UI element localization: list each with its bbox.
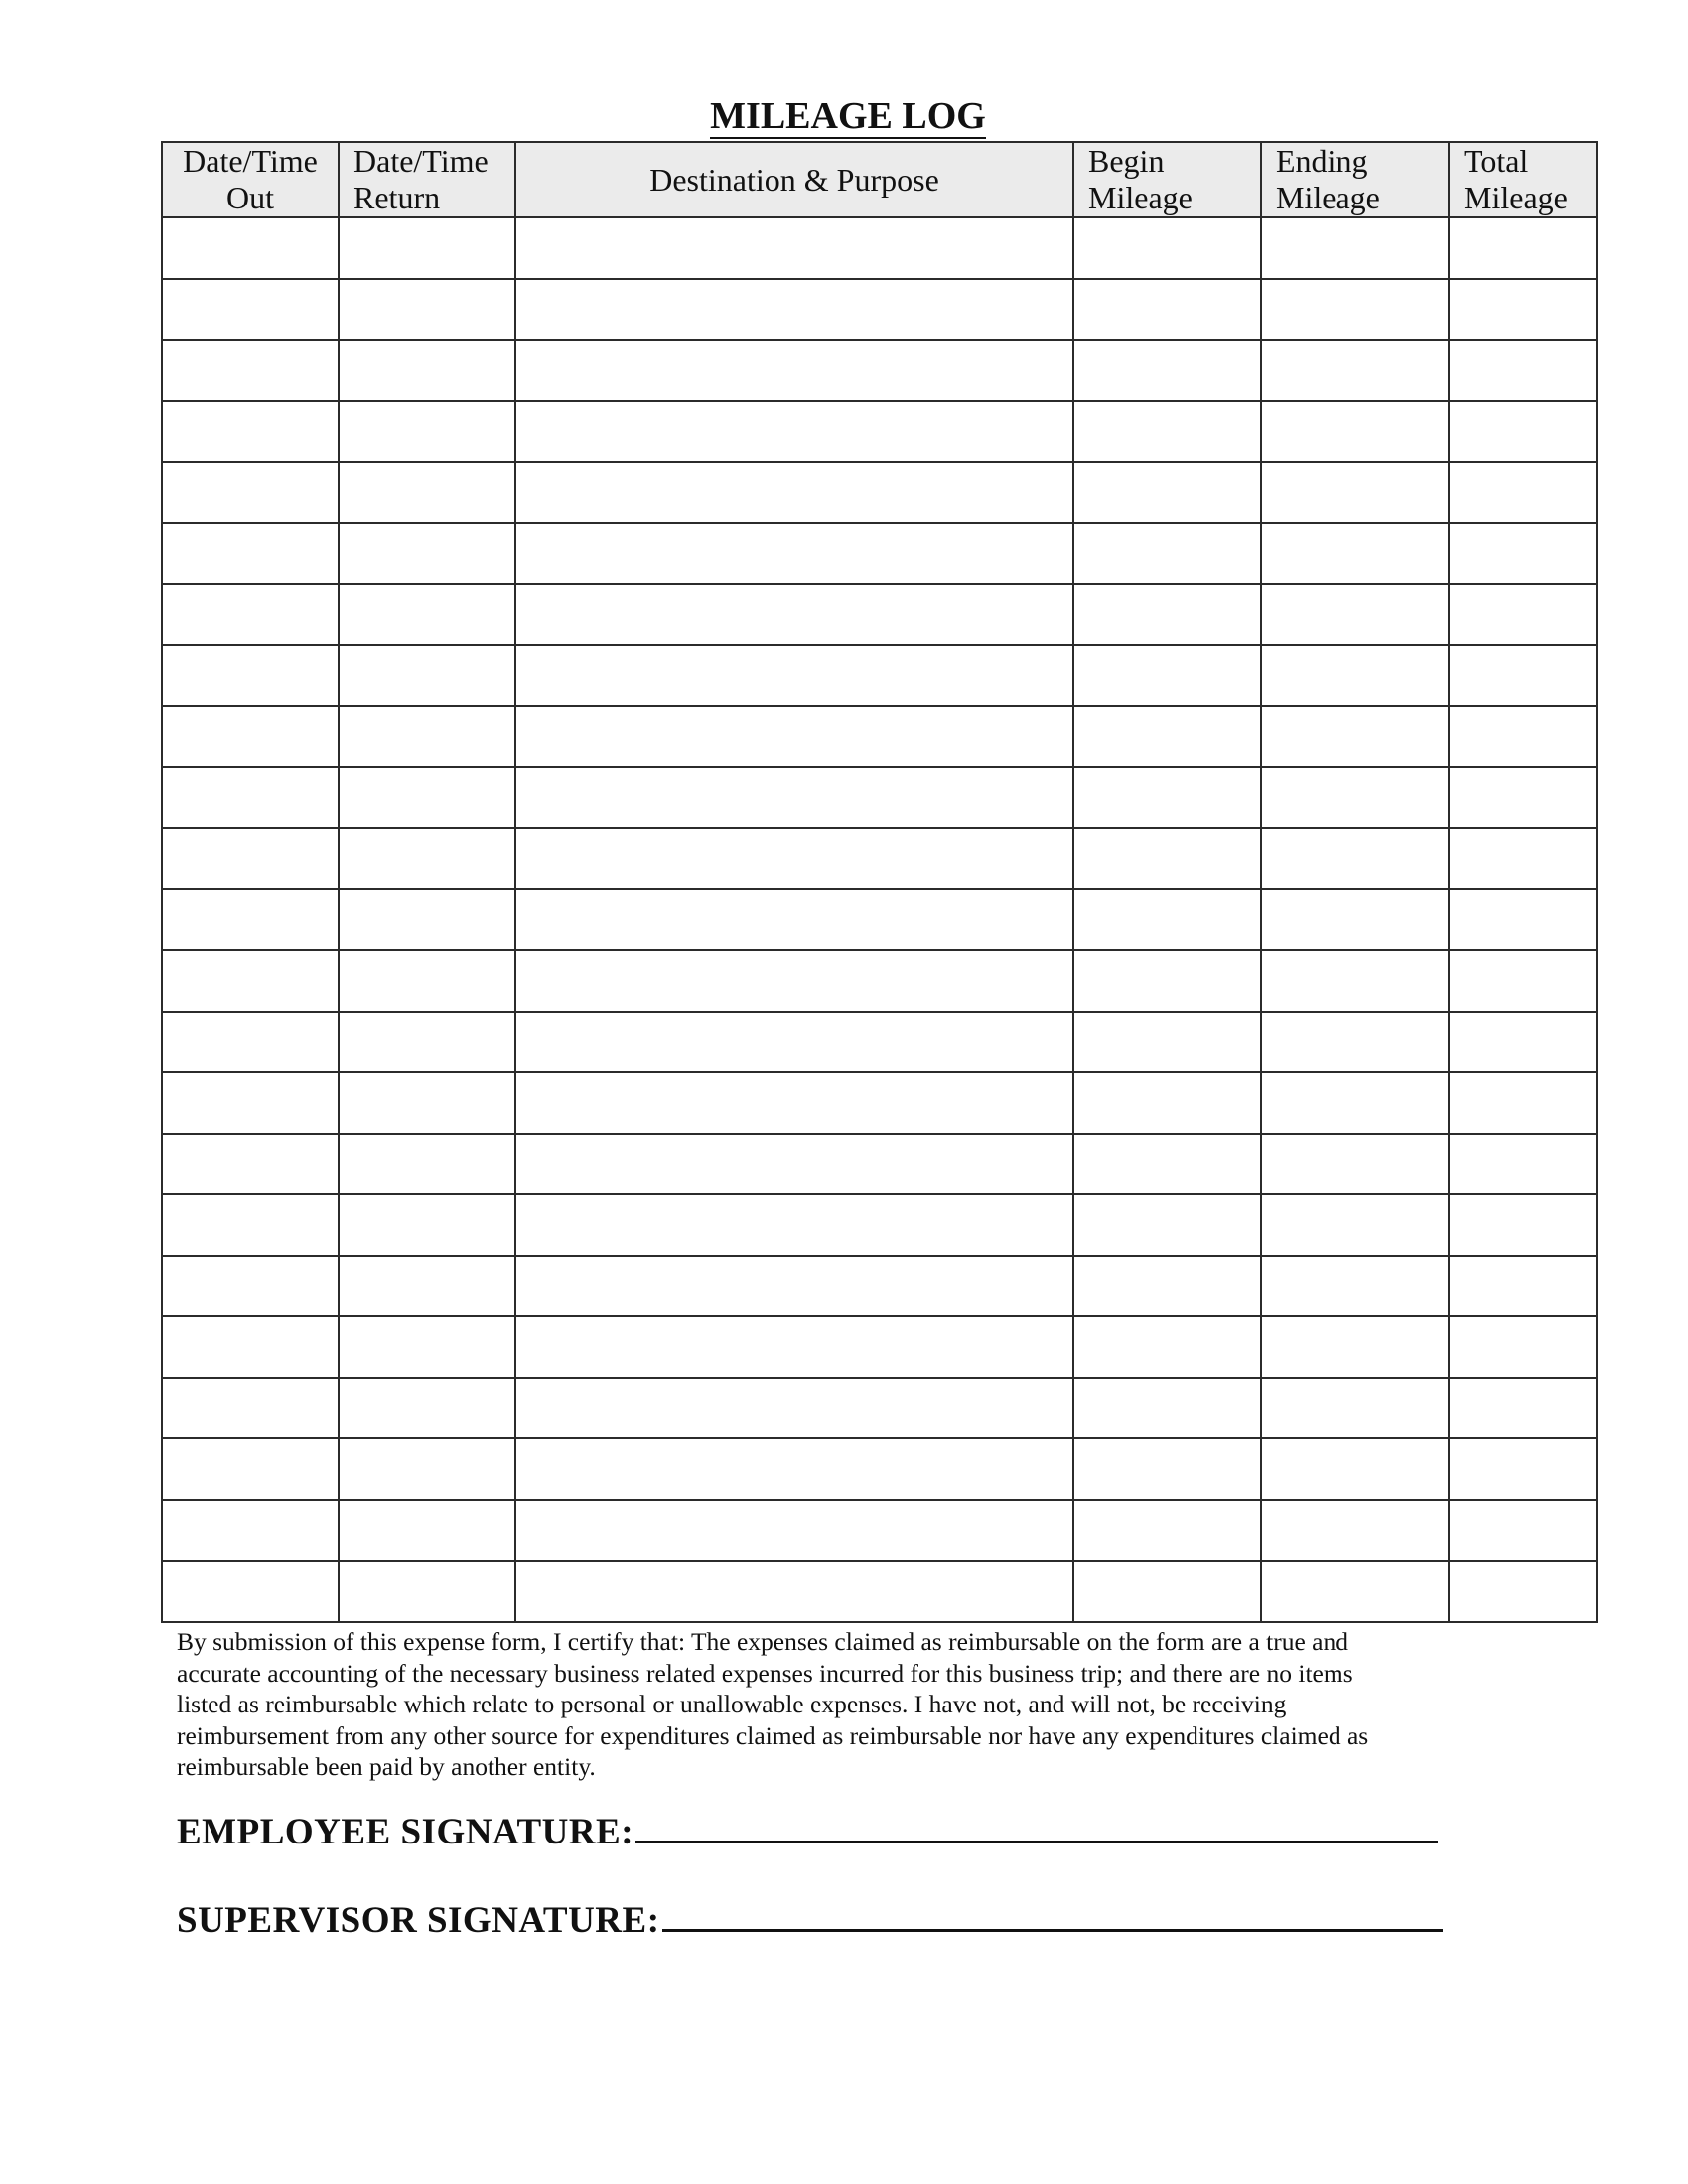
begin-mileage-cell[interactable]: [1073, 1378, 1261, 1439]
log-row: [162, 523, 1597, 585]
date-time-return-cell[interactable]: [339, 706, 515, 767]
date-time-return-cell[interactable]: [339, 1438, 515, 1500]
log-row: [162, 828, 1597, 889]
destination-purpose-cell[interactable]: [515, 279, 1073, 341]
date-time-return-cell[interactable]: [339, 950, 515, 1012]
date-time-out-cell[interactable]: [162, 584, 339, 645]
total-mileage-cell[interactable]: [1449, 401, 1597, 463]
total-mileage-cell[interactable]: [1449, 279, 1597, 341]
ending-mileage-cell[interactable]: [1261, 1194, 1449, 1256]
begin-mileage-cell[interactable]: [1073, 1316, 1261, 1378]
destination-purpose-cell[interactable]: [515, 706, 1073, 767]
ending-mileage-cell[interactable]: [1261, 401, 1449, 463]
date-time-return-cell[interactable]: [339, 1256, 515, 1317]
supervisor-signature-line[interactable]: [662, 1899, 1443, 1932]
date-time-return-cell[interactable]: [339, 645, 515, 707]
form-title: [0, 97, 1688, 139]
total-mileage-cell[interactable]: [1449, 584, 1597, 645]
begin-mileage-cell[interactable]: [1073, 828, 1261, 889]
destination-purpose-cell[interactable]: [515, 828, 1073, 889]
total-mileage-cell[interactable]: [1449, 1134, 1597, 1195]
destination-purpose-cell[interactable]: [515, 584, 1073, 645]
column-header-date-time-return: [339, 142, 515, 217]
date-time-out-cell[interactable]: [162, 279, 339, 341]
date-time-return-cell[interactable]: [339, 1561, 515, 1622]
column-header-ending-mileage: [1261, 142, 1449, 217]
ending-mileage-cell[interactable]: [1261, 950, 1449, 1012]
date-time-out-cell[interactable]: [162, 340, 339, 401]
date-time-return-cell[interactable]: [339, 889, 515, 951]
ending-mileage-cell[interactable]: [1261, 645, 1449, 707]
ending-mileage-cell[interactable]: [1261, 1438, 1449, 1500]
begin-mileage-cell[interactable]: [1073, 1561, 1261, 1622]
destination-purpose-cell[interactable]: [515, 1316, 1073, 1378]
total-mileage-cell[interactable]: [1449, 1316, 1597, 1378]
date-time-out-cell[interactable]: [162, 706, 339, 767]
ending-mileage-cell[interactable]: [1261, 1500, 1449, 1562]
destination-purpose-cell[interactable]: [515, 1500, 1073, 1562]
date-time-out-cell[interactable]: [162, 1072, 339, 1134]
date-time-return-cell[interactable]: [339, 828, 515, 889]
total-mileage-cell[interactable]: [1449, 523, 1597, 585]
log-row: [162, 1500, 1597, 1562]
ending-mileage-cell[interactable]: [1261, 523, 1449, 585]
total-mileage-cell[interactable]: [1449, 889, 1597, 951]
log-row: [162, 1438, 1597, 1500]
ending-mileage-cell[interactable]: [1261, 584, 1449, 645]
ending-mileage-cell[interactable]: [1261, 1378, 1449, 1439]
column-header-line2: Return: [353, 180, 441, 215]
mileage-log-table: [161, 141, 1598, 1623]
destination-purpose-cell[interactable]: [515, 523, 1073, 585]
ending-mileage-cell[interactable]: [1261, 706, 1449, 767]
date-time-return-cell[interactable]: [339, 1194, 515, 1256]
total-mileage-cell[interactable]: [1449, 1561, 1597, 1622]
date-time-return-cell[interactable]: [339, 767, 515, 829]
total-mileage-cell[interactable]: [1449, 950, 1597, 1012]
date-time-out-cell[interactable]: [162, 1378, 339, 1439]
certification-line: accurate accounting of the necessary business related expenses incurred for this business trip; and there are no items: [177, 1658, 1353, 1688]
total-mileage-cell[interactable]: [1449, 1194, 1597, 1256]
date-time-out-cell[interactable]: [162, 1438, 339, 1500]
column-header-line1: Total: [1464, 143, 1529, 179]
date-time-out-cell[interactable]: [162, 1316, 339, 1378]
column-header-destination-purpose: [515, 142, 1073, 217]
destination-purpose-cell[interactable]: [515, 1561, 1073, 1622]
column-header-line1: Destination & Purpose: [649, 161, 939, 198]
begin-mileage-cell[interactable]: [1073, 1134, 1261, 1195]
ending-mileage-cell[interactable]: [1261, 889, 1449, 951]
log-row: [162, 706, 1597, 767]
destination-purpose-cell[interactable]: [515, 889, 1073, 951]
begin-mileage-cell[interactable]: [1073, 645, 1261, 707]
certification-line: listed as reimbursable which relate to personal or unallowable expenses. I have not, and will not, be receiving: [177, 1690, 1287, 1718]
header-row: [162, 142, 1597, 217]
log-row: [162, 1012, 1597, 1073]
ending-mileage-cell[interactable]: [1261, 217, 1449, 279]
date-time-return-cell[interactable]: [339, 340, 515, 401]
date-time-out-cell[interactable]: [162, 828, 339, 889]
ending-mileage-cell[interactable]: [1261, 1072, 1449, 1134]
destination-purpose-cell[interactable]: [515, 462, 1073, 523]
log-row: [162, 1316, 1597, 1378]
total-mileage-cell[interactable]: [1449, 706, 1597, 767]
ending-mileage-cell[interactable]: [1261, 1256, 1449, 1317]
destination-purpose-cell[interactable]: [515, 217, 1073, 279]
begin-mileage-cell[interactable]: [1073, 889, 1261, 951]
total-mileage-cell[interactable]: [1449, 767, 1597, 829]
destination-purpose-cell[interactable]: [515, 767, 1073, 829]
begin-mileage-cell[interactable]: [1073, 462, 1261, 523]
log-row: [162, 1194, 1597, 1256]
column-header-line1: Ending: [1276, 143, 1368, 179]
begin-mileage-cell[interactable]: [1073, 767, 1261, 829]
column-header-line2: Mileage: [1088, 180, 1193, 215]
ending-mileage-cell[interactable]: [1261, 340, 1449, 401]
date-time-out-cell[interactable]: [162, 462, 339, 523]
date-time-out-cell[interactable]: [162, 217, 339, 279]
certification-statement: [177, 1626, 1497, 1783]
begin-mileage-cell[interactable]: [1073, 1500, 1261, 1562]
log-row: [162, 1561, 1597, 1622]
begin-mileage-cell[interactable]: [1073, 706, 1261, 767]
log-row: [162, 1134, 1597, 1195]
ending-mileage-cell[interactable]: [1261, 462, 1449, 523]
column-header-line2: Mileage: [1276, 180, 1380, 215]
total-mileage-cell[interactable]: [1449, 1256, 1597, 1317]
begin-mileage-cell[interactable]: [1073, 1194, 1261, 1256]
certification-line: reimbursement from any other source for expenditures claimed as reimbursable nor have any expenditures claimed as: [177, 1720, 1369, 1750]
ending-mileage-cell[interactable]: [1261, 1316, 1449, 1378]
destination-purpose-cell[interactable]: [515, 645, 1073, 707]
ending-mileage-cell[interactable]: [1261, 1012, 1449, 1073]
column-header-line2: Out: [226, 180, 274, 215]
date-time-return-cell[interactable]: [339, 1500, 515, 1562]
date-time-return-cell[interactable]: [339, 279, 515, 341]
ending-mileage-cell[interactable]: [1261, 828, 1449, 889]
destination-purpose-cell[interactable]: [515, 1194, 1073, 1256]
date-time-out-cell[interactable]: [162, 1561, 339, 1622]
ending-mileage-cell[interactable]: [1261, 1134, 1449, 1195]
date-time-out-cell[interactable]: [162, 889, 339, 951]
begin-mileage-cell[interactable]: [1073, 340, 1261, 401]
date-time-out-cell[interactable]: [162, 950, 339, 1012]
log-row: [162, 1378, 1597, 1439]
log-row: [162, 767, 1597, 829]
begin-mileage-cell[interactable]: [1073, 1012, 1261, 1073]
date-time-out-cell[interactable]: [162, 1256, 339, 1317]
date-time-return-cell[interactable]: [339, 523, 515, 585]
date-time-out-cell[interactable]: [162, 1134, 339, 1195]
date-time-out-cell[interactable]: [162, 1500, 339, 1562]
total-mileage-cell[interactable]: [1449, 340, 1597, 401]
ending-mileage-cell[interactable]: [1261, 279, 1449, 341]
total-mileage-cell[interactable]: [1449, 828, 1597, 889]
log-row: [162, 279, 1597, 341]
date-time-return-cell[interactable]: [339, 1072, 515, 1134]
date-time-out-cell[interactable]: [162, 401, 339, 463]
log-row: [162, 889, 1597, 951]
ending-mileage-cell[interactable]: [1261, 1561, 1449, 1622]
date-time-out-cell[interactable]: [162, 645, 339, 707]
total-mileage-cell[interactable]: [1449, 1012, 1597, 1073]
total-mileage-cell[interactable]: [1449, 1500, 1597, 1562]
begin-mileage-cell[interactable]: [1073, 279, 1261, 341]
date-time-return-cell[interactable]: [339, 1378, 515, 1439]
destination-purpose-cell[interactable]: [515, 1438, 1073, 1500]
column-header-line1: Begin: [1088, 143, 1165, 179]
log-row: [162, 401, 1597, 463]
date-time-out-cell[interactable]: [162, 1194, 339, 1256]
log-row: [162, 950, 1597, 1012]
begin-mileage-cell[interactable]: [1073, 523, 1261, 585]
log-row: [162, 462, 1597, 523]
log-row: [162, 217, 1597, 279]
begin-mileage-cell[interactable]: [1073, 401, 1261, 463]
log-row: [162, 1072, 1597, 1134]
supervisor-signature-label: SUPERVISOR SIGNATURE:: [177, 1900, 660, 1941]
log-row: [162, 1256, 1597, 1317]
employee-signature-line[interactable]: [635, 1811, 1438, 1843]
date-time-out-cell[interactable]: [162, 1012, 339, 1073]
destination-purpose-cell[interactable]: [515, 1072, 1073, 1134]
total-mileage-cell[interactable]: [1449, 1438, 1597, 1500]
form-title-text: MILEAGE LOG: [710, 95, 986, 137]
total-mileage-cell[interactable]: [1449, 462, 1597, 523]
begin-mileage-cell[interactable]: [1073, 1438, 1261, 1500]
supervisor-signature-block: [177, 1899, 1443, 1942]
total-mileage-cell[interactable]: [1449, 1378, 1597, 1439]
column-header-date-time-out: [162, 142, 339, 217]
destination-purpose-cell[interactable]: [515, 1256, 1073, 1317]
destination-purpose-cell[interactable]: [515, 1378, 1073, 1439]
employee-signature-label: EMPLOYEE SIGNATURE:: [177, 1812, 634, 1852]
date-time-return-cell[interactable]: [339, 584, 515, 645]
begin-mileage-cell[interactable]: [1073, 217, 1261, 279]
date-time-return-cell[interactable]: [339, 1134, 515, 1195]
certification-line: reimbursable been paid by another entity.: [177, 1752, 596, 1781]
date-time-return-cell[interactable]: [339, 401, 515, 463]
certification-line: By submission of this expense form, I certify that: The expenses claimed as reimbursable on the form are a true and: [177, 1627, 1348, 1656]
column-header-line2: Mileage: [1464, 180, 1568, 215]
column-header-line1: Date/Time: [353, 143, 489, 179]
log-row: [162, 584, 1597, 645]
date-time-out-cell[interactable]: [162, 523, 339, 585]
employee-signature-block: [177, 1811, 1438, 1853]
destination-purpose-cell[interactable]: [515, 950, 1073, 1012]
date-time-out-cell[interactable]: [162, 767, 339, 829]
begin-mileage-cell[interactable]: [1073, 950, 1261, 1012]
begin-mileage-cell[interactable]: [1073, 1072, 1261, 1134]
begin-mileage-cell[interactable]: [1073, 584, 1261, 645]
total-mileage-cell[interactable]: [1449, 1072, 1597, 1134]
destination-purpose-cell[interactable]: [515, 340, 1073, 401]
mileage-log-body: [162, 217, 1597, 1622]
date-time-return-cell[interactable]: [339, 462, 515, 523]
date-time-return-cell[interactable]: [339, 1316, 515, 1378]
date-time-return-cell[interactable]: [339, 217, 515, 279]
begin-mileage-cell[interactable]: [1073, 1256, 1261, 1317]
date-time-return-cell[interactable]: [339, 1012, 515, 1073]
log-row: [162, 340, 1597, 401]
ending-mileage-cell[interactable]: [1261, 767, 1449, 829]
total-mileage-cell[interactable]: [1449, 217, 1597, 279]
column-header-begin-mileage: [1073, 142, 1261, 217]
destination-purpose-cell[interactable]: [515, 401, 1073, 463]
log-row: [162, 645, 1597, 707]
column-header-total-mileage: [1449, 142, 1597, 217]
column-header-line1: Date/Time: [183, 143, 318, 179]
destination-purpose-cell[interactable]: [515, 1134, 1073, 1195]
destination-purpose-cell[interactable]: [515, 1012, 1073, 1073]
total-mileage-cell[interactable]: [1449, 645, 1597, 707]
